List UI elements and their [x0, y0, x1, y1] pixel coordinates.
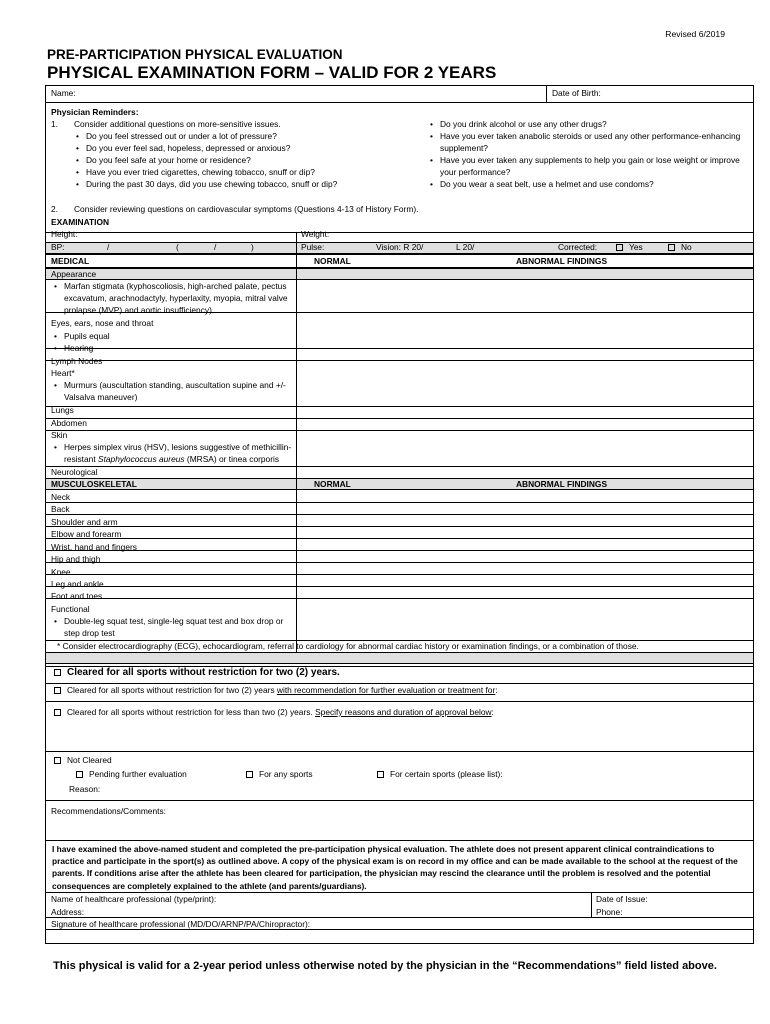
pending-label: Pending further evaluation	[89, 769, 187, 779]
reminder-2-num: 2.	[51, 204, 58, 214]
reminder-right-2b: supplement?	[440, 143, 488, 153]
appearance-label: Appearance	[51, 269, 97, 279]
murmurs-line-2: Valsalva maneuver)	[64, 392, 138, 402]
msk-item-foot: Foot and toes	[51, 591, 103, 601]
checkbox-icon	[668, 244, 675, 251]
msk-item-knee: Knee	[51, 567, 71, 577]
revised-date: Revised 6/2019	[665, 29, 725, 39]
address-label: Address:	[51, 907, 85, 917]
form-title: PRE-PARTICIPATION PHYSICAL EVALUATION	[47, 47, 343, 62]
checkbox-icon	[54, 669, 61, 676]
marfan-line-2: excavatum, arachnodactyly, hyperlaxity, myopia, mitral valve	[64, 293, 288, 303]
medical-heading: MEDICAL	[51, 256, 90, 266]
date-of-issue-label: Date of Issue:	[596, 894, 648, 904]
form-subtitle: PHYSICAL EXAMINATION FORM – VALID FOR 2 YEARS	[47, 63, 497, 82]
reminder-2-text: Consider reviewing questions on cardiovascular symptoms (Questions 4-13 of History Form).	[74, 204, 419, 214]
reminder-right-4: • Do you wear a seat belt, use a helmet and use condoms?	[440, 178, 654, 190]
ecg-footnote: * Consider electrocardiography (ECG), echocardiogram, referral to cardiology for abnormal cardiac history or examination findings, or a combination of those.	[57, 641, 639, 651]
phone-label: Phone:	[596, 907, 623, 917]
skin-label: Skin	[51, 430, 68, 440]
reminder-right-1: • Do you drink alcohol or use any other drugs?	[440, 118, 607, 130]
msk-item-functional: Functional	[51, 604, 90, 614]
reminder-right-3: • Have you ever taken any supplements to help you gain or lose weight or improve	[440, 154, 740, 166]
reminder-right-2: • Have you ever taken anabolic steroids or used any other performance-enhancing	[440, 130, 740, 142]
pulse-label: Pulse:	[301, 242, 325, 252]
heart-label: Heart*	[51, 368, 75, 378]
cleared-all-checkbox[interactable]	[54, 667, 340, 679]
checkbox-icon	[616, 244, 623, 251]
cleared-less-text: Cleared for all sports without restriction for less than two (2) years.	[67, 707, 316, 717]
bp-paren-close: )	[251, 242, 254, 252]
no-label: No	[681, 242, 692, 252]
bp-label: BP:	[51, 242, 65, 252]
checkbox-icon	[246, 771, 253, 778]
reminder-left-5: • During the past 30 days, did you use chewing tobacco, snuff or dip?	[86, 178, 337, 190]
abdomen-label: Abdomen	[51, 418, 87, 428]
marfan-line-1: • Marfan stigmata (kyphoscoliosis, high-arched palate, pectus	[64, 280, 287, 292]
certain-sports-label: For certain sports (please list):	[390, 769, 503, 779]
not-cleared-checkbox[interactable]	[54, 754, 112, 766]
reminder-left-3: • Do you feel safe at your home or residence?	[86, 154, 251, 166]
cleared-rec-text: Cleared for all sports without restriction for two (2) years	[67, 685, 277, 695]
hearing-label: • Hearing	[64, 342, 93, 354]
murmurs-line-1: • Murmurs (auscultation standing, auscultation supine and +/-	[64, 379, 286, 391]
reminder-left-1: • Do you feel stressed out or under a lot of pressure?	[86, 130, 277, 142]
corrected-label: Corrected:	[558, 242, 598, 252]
not-cleared-label: Not Cleared	[67, 755, 112, 765]
medical-normal-heading: NORMAL	[314, 256, 351, 266]
herpes-line-1: • Herpes simplex virus (HSV), lesions suggestive of methicillin-	[64, 441, 291, 453]
msk-item-shoulder: Shoulder and arm	[51, 517, 118, 527]
functional-line-1: • Double-leg squat test, single-leg squat test and box drop or	[64, 615, 283, 627]
reminder-1-text: Consider additional questions on more-sensitive issues.	[74, 119, 281, 129]
lymph-label: Lymph Nodes	[51, 356, 103, 366]
reminder-left-2: • Do you ever feel sad, hopeless, depressed or anxious?	[86, 142, 290, 154]
lungs-label: Lungs	[51, 405, 74, 415]
medical-abnormal-heading: ABNORMAL FINDINGS	[516, 256, 608, 266]
weight-label: Weight:	[301, 229, 330, 239]
vision-r-label: Vision: R 20/	[376, 242, 424, 252]
recommendations-label: Recommendations/Comments:	[51, 806, 166, 816]
signature-label: Signature of healthcare professional (MD/DO/ARNP/PA/Chiropractor):	[51, 919, 311, 929]
any-sports-checkbox[interactable]	[246, 768, 313, 780]
msk-abnormal-heading: ABNORMAL FINDINGS	[516, 479, 608, 489]
reminder-left-4: • Have you ever tried cigarettes, chewing tobacco, snuff or dip?	[86, 166, 315, 178]
eyes-label: Eyes, ears, nose and throat	[51, 318, 154, 328]
corrected-no-checkbox[interactable]	[668, 241, 692, 253]
hcp-name-label: Name of healthcare professional (type/print):	[51, 894, 217, 904]
certain-sports-checkbox[interactable]	[377, 768, 503, 780]
checkbox-icon	[54, 757, 61, 764]
msk-item-neck: Neck	[51, 492, 71, 502]
herpes-line-2	[64, 453, 279, 465]
bp-slash-2: /	[214, 242, 217, 252]
yes-label: Yes	[629, 242, 643, 252]
reminders-heading: Physician Reminders:	[51, 107, 139, 117]
pupils-label: • Pupils equal	[64, 330, 110, 342]
reason-label: Reason:	[69, 784, 101, 794]
pending-checkbox[interactable]	[76, 768, 187, 780]
height-label: Height:	[51, 229, 78, 239]
dob-label: Date of Birth:	[552, 88, 601, 98]
herpes-text-b: Staphylococcus aureus	[97, 454, 185, 464]
msk-item-elbow: Elbow and forearm	[51, 529, 122, 539]
cleared-rec-colon: :	[495, 685, 498, 695]
name-label: Name:	[51, 88, 76, 98]
cleared-all-label: Cleared for all sports without restriction for two (2) years.	[67, 667, 340, 678]
msk-item-hip: Hip and thigh	[51, 554, 101, 564]
msk-normal-heading: NORMAL	[314, 479, 351, 489]
checkbox-icon	[377, 771, 384, 778]
herpes-text-a: resistant	[64, 454, 98, 464]
bp-paren-open: (	[176, 242, 179, 252]
cleared-less-colon: :	[491, 707, 494, 717]
bp-slash-1: /	[107, 242, 110, 252]
cleared-rec-underlined: with recommendation for further evaluation or treatment for	[276, 685, 496, 695]
msk-item-leg: Leg and ankle	[51, 579, 104, 589]
vision-l-label: L 20/	[456, 242, 475, 252]
herpes-text-c: (MRSA) or tinea corporis	[184, 454, 280, 464]
checkbox-icon	[76, 771, 83, 778]
cleared-rec-checkbox[interactable]	[54, 684, 498, 696]
functional-line-2: step drop test	[64, 628, 115, 638]
neuro-label: Neurological	[51, 467, 98, 477]
exam-heading: EXAMINATION	[51, 217, 110, 227]
checkbox-icon	[54, 687, 61, 694]
any-sports-label: For any sports	[259, 769, 313, 779]
msk-item-back: Back	[51, 504, 70, 514]
footer-note: This physical is valid for a 2-year period unless otherwise noted by the physician in the “Recommendations” field listed above.	[53, 960, 717, 972]
msk-heading: MUSCULOSKELETAL	[51, 479, 137, 489]
attestation-text: I have examined the above-named student and completed the pre-participation physical evaluation. The athlete does not present apparent clinical contraindications to practice and participate in the sport(s) as outlined above. A copy of the physical exam is on record in my office and can be made available to the school at the request of the parents. If conditions arise after the athlete has been cleared for participation, the physician may rescind the clearance until the problem is resolved and the potential consequences are completely explained to the athlete (and parents/guardians).	[52, 844, 738, 891]
cleared-less-checkbox[interactable]	[54, 706, 494, 718]
corrected-yes-checkbox[interactable]	[616, 241, 643, 253]
reminder-1-num: 1.	[51, 119, 58, 129]
checkbox-icon	[54, 709, 61, 716]
cleared-less-underlined: Specify reasons and duration of approval below	[315, 707, 492, 717]
marfan-line-3: prolapse (MVP) and aortic insufficiency)	[64, 305, 212, 315]
msk-item-wrist: Wrist, hand and fingers	[51, 542, 137, 552]
reminder-right-3b: your performance?	[440, 167, 511, 177]
